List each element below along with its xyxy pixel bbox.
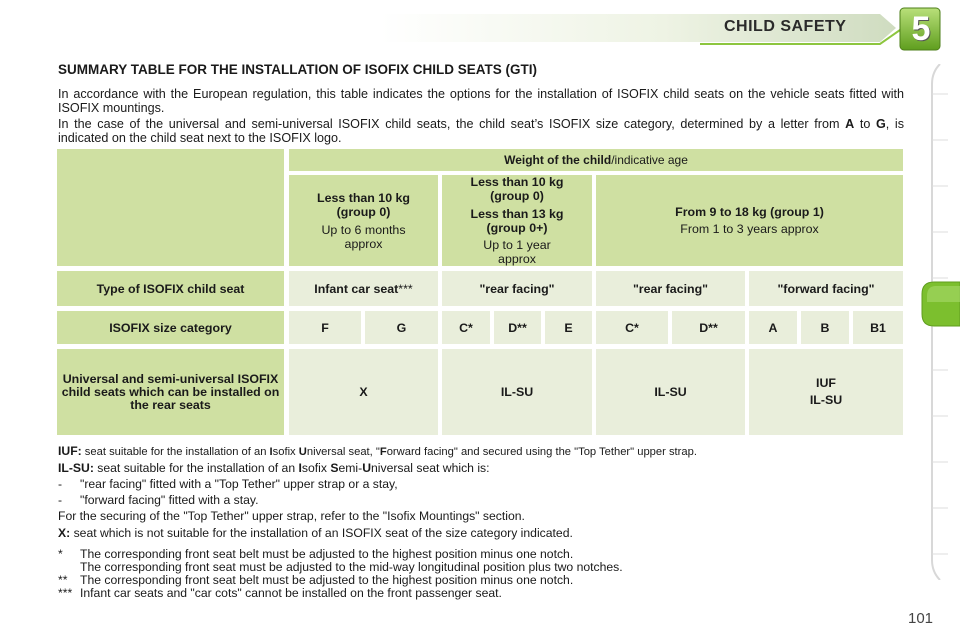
size-D-0plus: D** — [494, 311, 541, 344]
page-title: SUMMARY TABLE FOR THE INSTALLATION OF ISOFIX CHILD SEATS (GTI) — [58, 62, 537, 77]
size-G: G — [365, 311, 438, 344]
table-corner — [57, 149, 284, 266]
footnote-text-2: The corresponding front seat belt must be adjusted to the highest position minus one notch. — [80, 573, 574, 587]
note-x: X: seat which is not suitable for the installation of an ISOFIX seat of the size category indicated. — [58, 526, 573, 540]
isofix-summary-table — [57, 149, 905, 436]
row-label-rear-seats: Universal and semi-universal ISOFIX child seats which can be installed on the rear seats — [57, 349, 284, 435]
intro-paragraph-2: In the case of the universal and semi-universal ISOFIX child seats, the child seat’s ISOFIX size category, determined by a letter from A to G, is indicated on the child seat next to the ISOFIX logo. — [58, 117, 904, 145]
type-infant-car-seat: Infant car seat *** — [289, 271, 438, 306]
type-rear-facing-1: "rear facing" — [596, 271, 745, 306]
row-label-size-category: ISOFIX size category — [57, 311, 284, 344]
note-bullet-1: - "rear facing" fitted with a "Top Tether" upper strap or a stay, — [58, 477, 398, 491]
size-E: E — [545, 311, 592, 344]
size-A: A — [749, 311, 797, 344]
note-ilsu: IL-SU: seat suitable for the installation of an Isofix Semi-Universal seat which is: — [58, 461, 490, 475]
size-F: F — [289, 311, 361, 344]
note-bullet-2: - "forward facing" fitted with a stay. — [58, 493, 259, 507]
intro-paragraph-1: In accordance with the European regulation, this table indicates the options for the installation of ISOFIX child seats on the vehicle seats fitted with ISOFIX mountings. — [58, 87, 904, 115]
footnote-mark-1: * — [58, 547, 63, 561]
value-group1-rear: IL-SU — [596, 349, 745, 435]
group-header-1: From 9 to 18 kg (group 1) From 1 to 3 years approx — [596, 175, 903, 266]
chapter-number: 5 — [911, 10, 931, 48]
group-header-0-plus: Less than 10 kg (group 0) Less than 13 kg (group 0+) Up to 1 year approx — [442, 175, 592, 266]
weight-header: Weight of the child /indicative age — [289, 149, 903, 171]
size-C-1: C* — [596, 311, 668, 344]
value-group0: X — [289, 349, 438, 435]
footnote-text-3: Infant car seats and "car cots" cannot be installed on the front passenger seat. — [80, 586, 502, 600]
page-number: 101 — [908, 610, 934, 627]
active-chapter-tab[interactable] — [920, 280, 960, 328]
page-header — [0, 0, 960, 56]
footnote-mark-3: *** — [58, 586, 73, 600]
size-B1: B1 — [853, 311, 903, 344]
note-iuf: IUF: seat suitable for the installation of an Isofix Universal seat, "Forward facing" and secured using the "Top Tether" upper strap. — [58, 444, 697, 458]
footnote-mark-2: ** — [58, 573, 68, 587]
chapter-title: CHILD SAFETY — [724, 18, 847, 35]
value-group1-forward: IUF IL-SU — [749, 349, 903, 435]
footnote-text-1b: The corresponding front seat must be adjusted to the mid-way longitudinal position plus two notches. — [80, 560, 623, 574]
row-label-seat-type: Type of ISOFIX child seat — [57, 271, 284, 306]
size-B: B — [801, 311, 849, 344]
type-rear-facing-0plus: "rear facing" — [442, 271, 592, 306]
type-forward-facing: "forward facing" — [749, 271, 903, 306]
group-header-0: Less than 10 kg (group 0) Up to 6 months approx — [289, 175, 438, 266]
size-D-1: D** — [672, 311, 745, 344]
footnote-text-1: The corresponding front seat belt must be adjusted to the highest position minus one notch. — [80, 547, 574, 561]
size-C-0plus: C* — [442, 311, 490, 344]
note-top-tether: For the securing of the "Top Tether" upper strap, refer to the "Isofix Mountings" section. — [58, 509, 525, 523]
value-group0plus: IL-SU — [442, 349, 592, 435]
